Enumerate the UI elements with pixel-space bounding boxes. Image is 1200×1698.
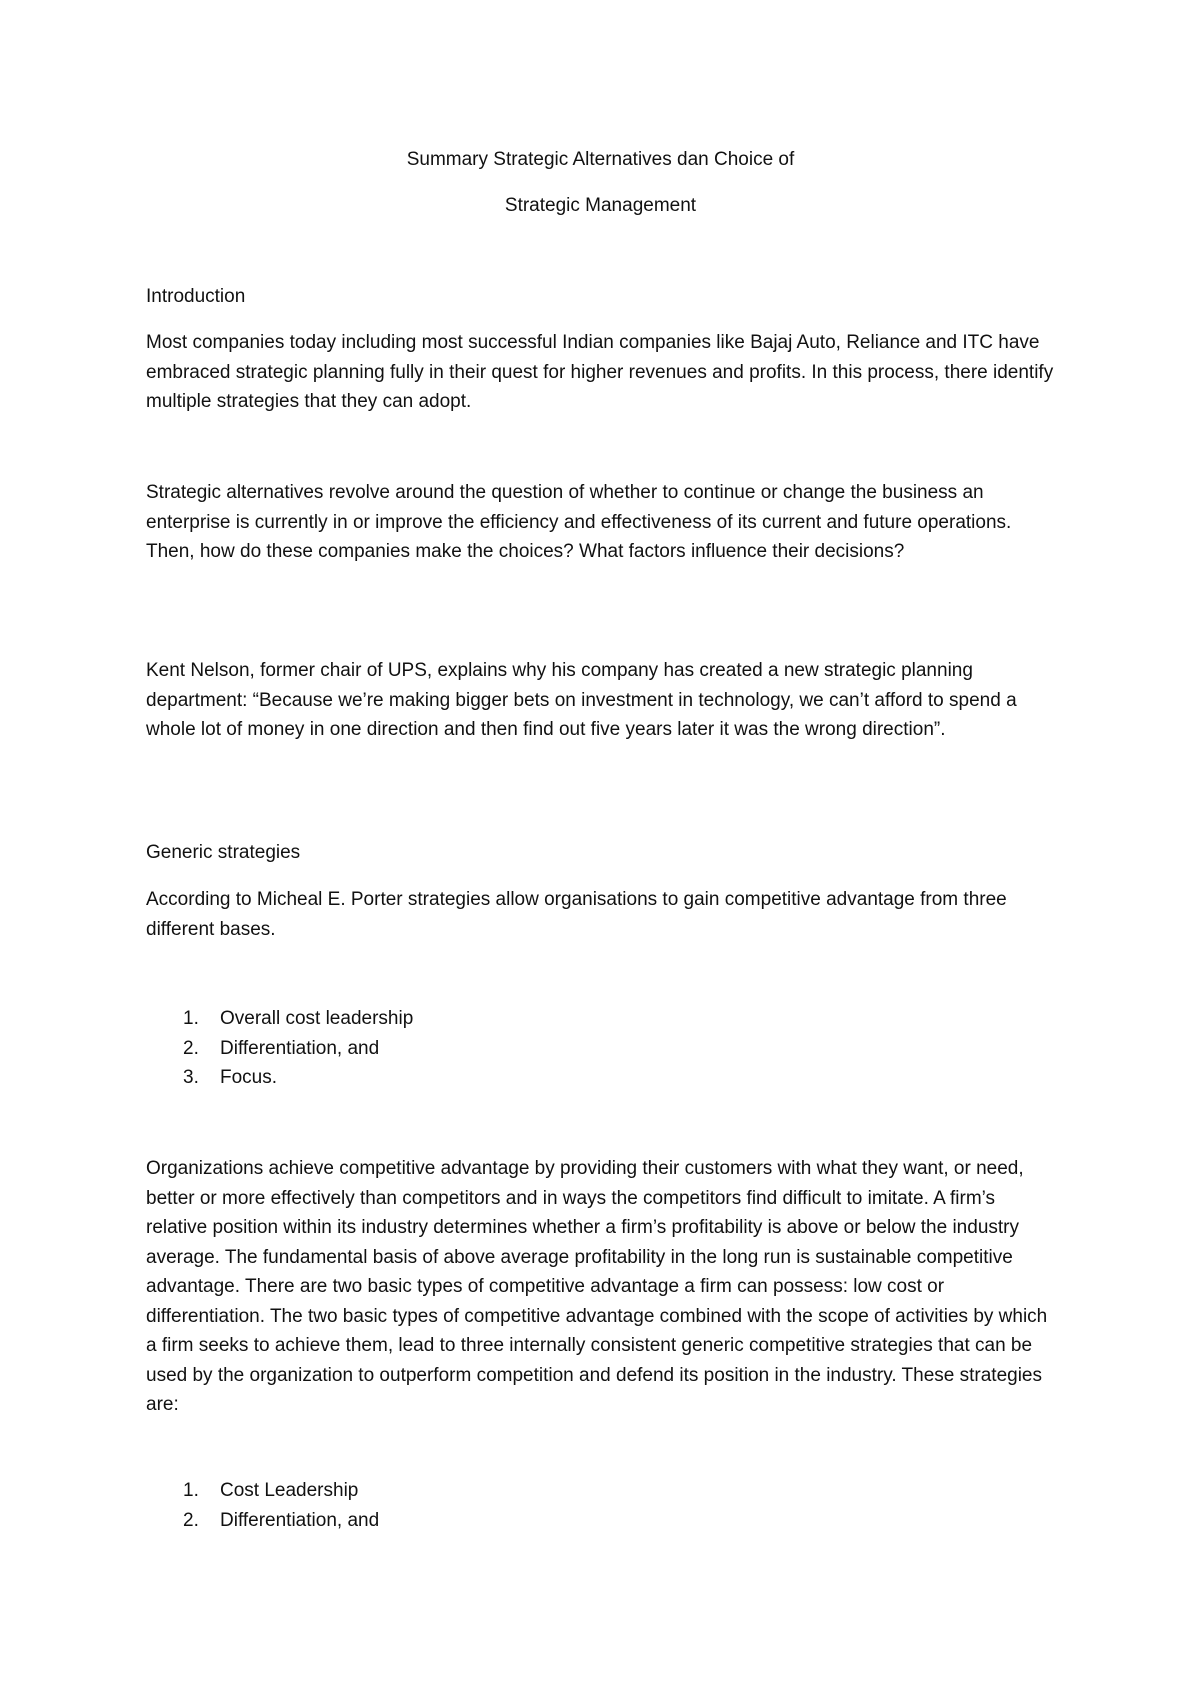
numbered-list-porter-bases <box>146 1004 1056 1093</box>
list-number: 1. <box>183 1480 199 1501</box>
list-item <box>146 1506 1056 1536</box>
paragraph: According to Micheal E. Porter strategies allow organisations to gain competitive advantage from three different bases. <box>146 889 1007 940</box>
list-item-text: Cost Leadership <box>220 1480 359 1501</box>
paragraph: Kent Nelson, former chair of UPS, explains why his company has created a new strategic planning department: “Because we’re making bigger bets on investment in technology, we can’t afford to spend a whole lot of money in one direction and then find out five years later it was the wrong direction”. <box>146 660 1017 740</box>
list-number: 2. <box>183 1509 199 1531</box>
section-heading-generic-strategies: Generic strategies <box>146 842 301 863</box>
list-item <box>146 1004 1056 1034</box>
paragraph: Organizations achieve competitive advantage by providing their customers with what they want, or need, better or more effectively than competitors and in ways the competitors find difficult to imitate. A firm’s relative position within its industry determines whether a firm’s profitability is above or below the industry average. The fundamental basis of above average profitability in the long run is sustainable competitive advantage. There are two basic types of competitive advantage a firm can possess: low cost or differentiation. The two basic types of competitive advantage combined with the scope of activities by which a firm seeks to achieve them, lead to three internally consistent generic competitive strategies that can be used by the organization to outperform competition and defend its position in the industry. These strategies are: <box>146 1158 1048 1415</box>
numbered-list-generic-strategies <box>146 1476 1056 1535</box>
paragraph: Strategic alternatives revolve around the question of whether to continue or change the business an enterprise is currently in or improve the efficiency and effectiveness of its current and future operations. Then, how do these companies make the choices? What factors influence their decisions? <box>146 482 1012 562</box>
list-item <box>146 1063 1056 1093</box>
paragraph: Most companies today including most successful Indian companies like Bajaj Auto, Reliance and ITC have embraced strategic planning fully in their quest for higher revenues and profits. In this process, there identify multiple strategies that they can adopt. <box>146 332 1054 412</box>
list-number: 1. <box>183 1008 199 1029</box>
list-item-text: Differentiation, and <box>220 1509 380 1531</box>
list-number: 2. <box>183 1037 199 1059</box>
document-subtitle: Strategic Management <box>504 195 697 216</box>
list-number: 3. <box>183 1067 199 1088</box>
list-item <box>146 1476 1056 1506</box>
section-heading-introduction: Introduction <box>146 286 246 307</box>
document-title: Summary Strategic Alternatives dan Choice of <box>406 149 795 170</box>
list-item <box>146 1034 1056 1064</box>
list-item-text: Focus. <box>220 1067 278 1088</box>
list-item-text: Overall cost leadership <box>220 1008 414 1029</box>
list-item-text: Differentiation, and <box>220 1037 380 1059</box>
